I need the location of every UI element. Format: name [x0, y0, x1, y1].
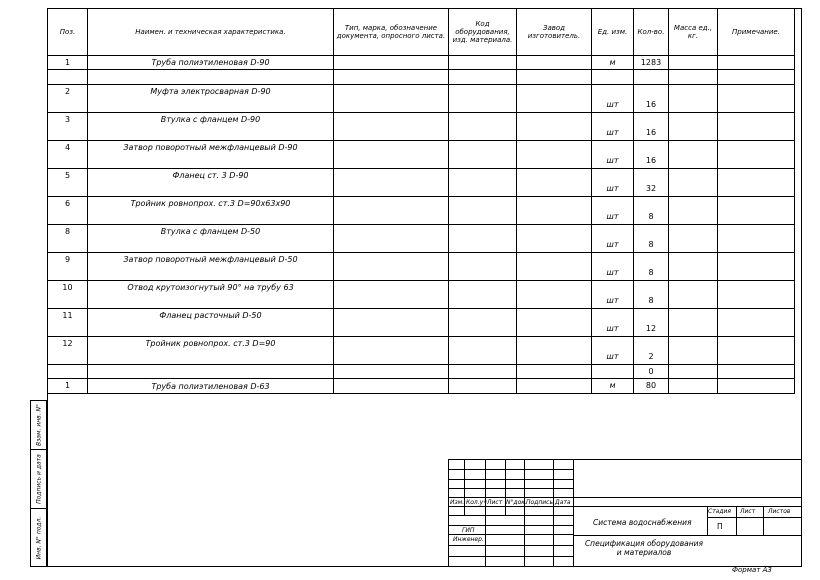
- row-unit: [592, 253, 634, 267]
- col-koluch: Кол.уч: [466, 499, 487, 506]
- row-unit: [592, 281, 634, 295]
- row-name: Затвор поворотный межфланцевый D-50: [88, 253, 334, 267]
- row-unit: шт: [592, 182, 634, 197]
- row-unit: [592, 113, 634, 127]
- col-list: Лист: [487, 499, 503, 506]
- table-row: [48, 169, 795, 183]
- row-qty: [634, 141, 669, 155]
- table-row: [48, 197, 795, 211]
- row-pos: 1: [48, 56, 88, 70]
- row-name: Труба полиэтиленовая D-90: [88, 56, 334, 70]
- row-name: Затвор поворотный межфланцевый D-90: [88, 141, 334, 155]
- row-name: Муфта электросварная D-90: [88, 85, 334, 99]
- role-engineer: Инженер.: [453, 536, 484, 543]
- row-qty: 16: [634, 154, 669, 169]
- row-qty: 2: [634, 350, 669, 365]
- row-unit: шт: [592, 238, 634, 253]
- table-row-values: [48, 266, 795, 281]
- table-row: [48, 379, 795, 394]
- table-row-values: [48, 126, 795, 141]
- row-qty: 8: [634, 294, 669, 309]
- row-unit: шт: [592, 350, 634, 365]
- row-unit: шт: [592, 126, 634, 141]
- row-unit: [592, 197, 634, 211]
- table-row: [48, 113, 795, 127]
- col-ndok: N°док.: [506, 499, 527, 506]
- row-name: Тройник ровнопрох. ст.3 D=90х63х90: [88, 197, 334, 211]
- row-qty-extra: 0: [634, 365, 669, 379]
- row-qty: 8: [634, 210, 669, 225]
- row-unit: шт: [592, 154, 634, 169]
- row-pos: 10: [48, 281, 88, 295]
- format-label: Формат А3: [732, 566, 772, 574]
- row-qty: [634, 197, 669, 211]
- row-unit: шт: [592, 266, 634, 281]
- row-qty: 16: [634, 126, 669, 141]
- table-row: [48, 309, 795, 323]
- row-pos: 8: [48, 225, 88, 239]
- table-row-values: [48, 294, 795, 309]
- row-unit: [592, 225, 634, 239]
- row-qty: 16: [634, 98, 669, 113]
- side-cell-inv-replace: [30, 400, 47, 450]
- row-qty: [634, 253, 669, 267]
- side-label-sign-date: Подпись и дата: [35, 454, 42, 504]
- row-unit: м: [592, 379, 634, 394]
- row-unit: шт: [592, 294, 634, 309]
- table-row-values: [48, 350, 795, 365]
- header-plant: Завод изготовитель.: [517, 8, 592, 56]
- row-qty: [634, 113, 669, 127]
- header-name: Наимен. и техническая характеристика.: [88, 8, 334, 56]
- role-gip: ГИП: [462, 527, 475, 534]
- row-name: Фланец ст. 3 D-90: [88, 169, 334, 183]
- row-unit: шт: [592, 98, 634, 113]
- row-qty: 80: [634, 379, 669, 394]
- row-name: Труба полиэтиленовая D-63: [88, 379, 334, 394]
- table-row-values: [48, 154, 795, 169]
- sheet-header: Лист: [740, 508, 756, 515]
- table-row: [48, 85, 795, 99]
- row-pos: 1: [48, 379, 88, 394]
- row-qty: 8: [634, 238, 669, 253]
- row-name: Втулка с фланцем D-50: [88, 225, 334, 239]
- side-label-inv-replace: Взам. инв. N°: [35, 404, 42, 446]
- table-row-values: [48, 322, 795, 337]
- document-title: Спецификация оборудования и материалов: [584, 539, 704, 557]
- sheets-header: Листов: [768, 508, 791, 515]
- table-header-row: [48, 8, 795, 56]
- side-cell-sign-date: [30, 449, 47, 509]
- row-name: Втулка с фланцем D-90: [88, 113, 334, 127]
- side-label-inv-orig: Инв. N° подл.: [35, 516, 42, 559]
- table-row: [48, 253, 795, 267]
- table-row: [48, 337, 795, 351]
- row-pos: 9: [48, 253, 88, 267]
- col-podpis: Подпись: [526, 499, 553, 506]
- header-unit: Ед. изм.: [592, 8, 634, 56]
- row-qty: 1283: [634, 56, 669, 70]
- row-pos: 4: [48, 141, 88, 155]
- row-unit: [592, 337, 634, 351]
- row-name: Фланец расточный D-50: [88, 309, 334, 323]
- row-qty: 32: [634, 182, 669, 197]
- table-row: [48, 56, 795, 70]
- table-row-values: [48, 210, 795, 225]
- table-row: [48, 225, 795, 239]
- row-qty: [634, 169, 669, 183]
- row-unit: [592, 141, 634, 155]
- table-row-extra: [48, 365, 795, 379]
- header-type: Тип, марка, обозначение документа, опросного листа.: [334, 8, 449, 56]
- row-pos: 5: [48, 169, 88, 183]
- table-row: [48, 141, 795, 155]
- header-pos: Поз.: [48, 8, 88, 56]
- row-name: Тройник ровнопрох. ст.3 D=90: [88, 337, 334, 351]
- header-code: Код оборудования, изд. материала.: [449, 8, 517, 56]
- table-row-values: [48, 98, 795, 113]
- side-stamp: [30, 400, 47, 567]
- row-unit: [592, 309, 634, 323]
- row-pos: 2: [48, 85, 88, 99]
- row-qty: [634, 85, 669, 99]
- row-unit: шт: [592, 322, 634, 337]
- specification-table: [47, 8, 795, 394]
- row-qty: [634, 337, 669, 351]
- side-cell-inv-orig: [30, 508, 47, 567]
- row-qty: 8: [634, 266, 669, 281]
- header-qty: Кол-во.: [634, 8, 669, 56]
- col-izm: Изм.: [450, 499, 465, 506]
- row-unit: [592, 85, 634, 99]
- row-qty: 12: [634, 322, 669, 337]
- row-unit: [592, 169, 634, 183]
- col-data: Дата: [555, 499, 571, 506]
- header-note: Примечание.: [718, 8, 795, 56]
- stage-value: П: [717, 522, 723, 531]
- row-unit: шт: [592, 210, 634, 225]
- row-pos: 11: [48, 309, 88, 323]
- system-name: Система водоснабжения: [593, 518, 692, 527]
- row-pos: 6: [48, 197, 88, 211]
- row-pos: 12: [48, 337, 88, 351]
- table-row-values: [48, 238, 795, 253]
- row-qty: [634, 225, 669, 239]
- table-body: [48, 56, 795, 394]
- stage-header: Стадия: [708, 508, 732, 515]
- row-unit: м: [592, 56, 634, 70]
- header-mass: Масса ед., кг.: [669, 8, 718, 56]
- table-row: [48, 281, 795, 295]
- title-block: [448, 459, 802, 567]
- row-pos: 3: [48, 113, 88, 127]
- row-qty: [634, 309, 669, 323]
- row-name: Отвод крутоизогнутый 90° на трубу 63: [88, 281, 334, 295]
- table-row-values: [48, 182, 795, 197]
- row-qty: [634, 281, 669, 295]
- table-row-spacer: [48, 70, 795, 85]
